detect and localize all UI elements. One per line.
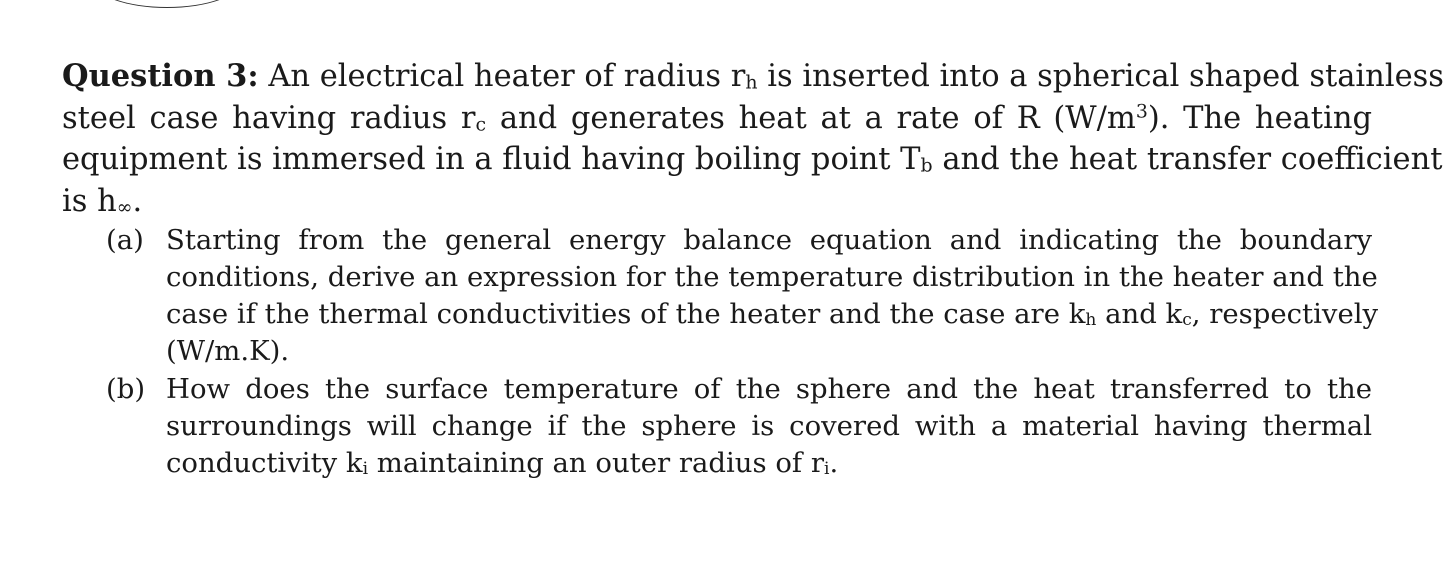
part-b-line-2: surroundings will change if the sphere is covered with a material having thermal [166,410,1372,442]
decorative-arc [92,0,242,8]
part-b-line-3: conductivity $k_i$ maintaining an outer radius of $r_i$. [166,447,839,480]
question-line-1: Question 3: An electrical heater of radius $r_h$ is inserted into a spherical shaped stainless [62,58,1444,94]
question-line-2: steel case having radius $r_c$ and generates heat at a rate of R $(W/m^3)$. The heating [62,100,1372,136]
part-b [106,371,1372,482]
question-label: Question 3: [62,58,259,94]
sub-questions [106,222,1379,482]
question-line-4: is $h_\infty$. [62,183,143,219]
part-a-label: (a) [106,224,144,256]
part-b-line-1: How does the surface temperature of the sphere and the heat transferred to the [166,373,1372,405]
part-a [106,222,1379,370]
part-a-line-1: Starting from the general energy balance equation and indicating the boundary [166,224,1372,256]
part-a-line-3: case if the thermal conductivities of the heater and the case are $k_h$ and $k_c$, respectively [166,298,1379,331]
question-paragraph [62,56,1444,222]
question-line-3: equipment is immersed in a fluid having boiling point $T_b$ and the heat transfer coefficient [62,142,1443,177]
part-b-label: (b) [106,373,146,405]
part-a-line-4: (W/m.K). [166,335,290,367]
part-a-line-2: conditions, derive an expression for the temperature distribution in the heater and the [166,261,1378,293]
